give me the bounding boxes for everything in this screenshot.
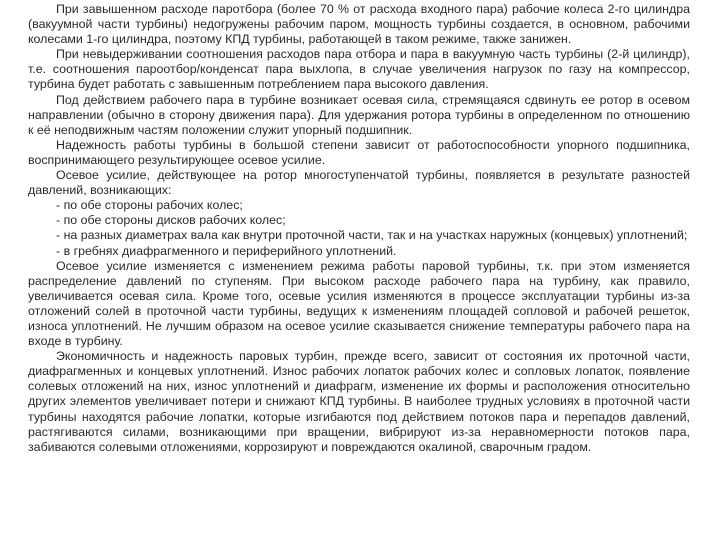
paragraph-excess-extraction: При завышенном расходе паротбора (более 70 % от расхода входного пара) рабочие колеса 2-го цилиндра (вакуумной части турбины) недогружены рабочим паром, мощность турбины создается, в основном, рабочими колесами 1-го цилиндра, поэтому КПД турбины, работающей в таком режиме, также занижен. xyxy=(28,2,690,47)
paragraph-thrust-bearing: Надежность работы турбины в большой степени зависит от работоспособности упорного подшипника, воспринимающего результирующее осевое усилие. xyxy=(28,137,690,167)
paragraph-axial-force: Под действием рабочего пара в турбине возникает осевая сила, стремящаяся сдвинуть ее ротор в осевом направлении (обычно в сторону движения пара). Для удержания ротора турбины в определенном по отношению к её неподвижным частям положении служит упорный подшипник. xyxy=(28,92,690,137)
list-item: - в гребнях диафрагменного и периферийного уплотнений. xyxy=(56,243,397,258)
paragraph-ratio-violation: При невыдерживании соотношения расходов пара отбора и пара в вакуумную часть турбины (2-й цилиндр), т.е. соотношения пароотбор/конденсат пара выхлопа, в случае увеличения нагрузок по газу на компрессор, турбина будет работать с завышенным потреблением пара высокого давления. xyxy=(28,47,690,92)
document-body xyxy=(28,2,690,455)
paragraph-axial-force-origin: Осевое усилие, действующее на ротор многоступенчатой турбины, появляется в результате разностей давлений, возникающих: xyxy=(28,168,690,198)
list-item: - на разных диаметрах вала как внутри проточной части, так и на участках наружных (концевых) уплотнений; xyxy=(56,228,688,243)
list-item: - по обе стороны рабочих колес; xyxy=(56,198,243,213)
paragraph-axial-force-change: Осевое усилие изменяется с изменением режима работы паровой турбины, т.к. при этом изменяется распределение давлений по ступеням. При высоком расходе рабочего пара на турбину, как правило, увеличивается осевая сила. Кроме того, осевые усилия изменяются в процессе эксплуатации турбины из-за отложений солей в проточной части турбины, ведущих к изменениям площадей сопловой и рабочей решеток, износа уплотнений. Не лучшим образом на осевое усилие сказывается снижение температуры рабочего пара на входе в турбину. xyxy=(28,258,690,349)
paragraph-economy-reliability: Экономичность и надежность паровых турбин, прежде всего, зависит от состояния их проточной части, диафрагменных и концевых уплотнений. Износ рабочих лопаток рабочих колес и сопловых лопаток, появление солевых отложений на них, износ уплотнений и диафрагм, изменение их формы и расположения относительно других элементов увеличивает потери и снижают КПД турбины. В наиболее трудных условиях в проточной части турбины находятся рабочие лопатки, которые изгибаются под действием потоков пара и перепадов давлений, растягиваются силами, возникающими при вращении, вибрируют из-за неравномерности потоков пара, забиваются солевыми отложениями, коррозируют и повреждаются окалиной, сварочным градом. xyxy=(28,349,690,454)
list-item: - по обе стороны дисков рабочих колес; xyxy=(56,213,286,228)
